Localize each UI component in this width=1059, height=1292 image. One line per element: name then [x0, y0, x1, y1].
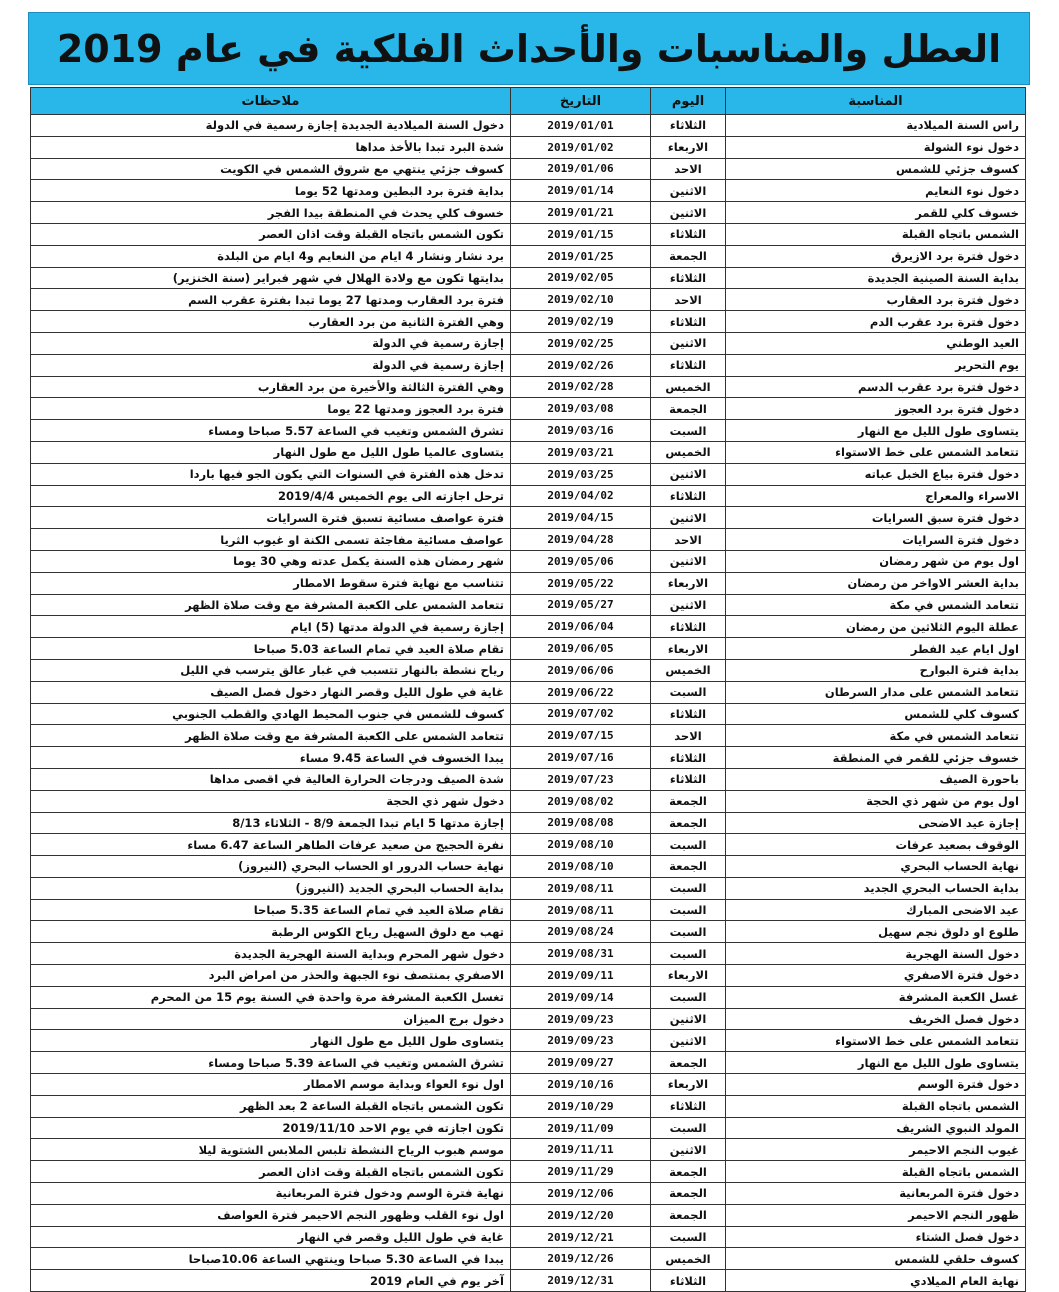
cell-day: الاربعاء [651, 136, 726, 158]
cell-occasion: اول ايام عيد الفطر [726, 638, 1026, 660]
cell-occasion: خسوف جزئي للقمر في المنطقة [726, 747, 1026, 769]
table-row [31, 550, 1026, 572]
cell-occasion: كسوف كلي للشمس [726, 703, 1026, 725]
cell-occasion: كسوف حلقي للشمس [726, 1248, 1026, 1270]
cell-day: الثلاثاء [651, 768, 726, 790]
cell-date: 2019/08/24 [511, 921, 651, 943]
cell-occasion: يتساوى طول الليل مع النهار [726, 1052, 1026, 1074]
cell-day: الاحد [651, 725, 726, 747]
cell-occasion: الوقوف بصعيد عرفات [726, 834, 1026, 856]
table-row [31, 507, 1026, 529]
cell-day: السبت [651, 1226, 726, 1248]
cell-notes: تغسل الكعبة المشرفة مرة واحدة في السنة يوم 15 من المحرم [31, 986, 511, 1008]
cell-occasion: بداية العشر الاواخر من رمضان [726, 572, 1026, 594]
cell-date: 2019/04/02 [511, 485, 651, 507]
cell-occasion: تتعامد الشمس في مكة [726, 594, 1026, 616]
table-row [31, 267, 1026, 289]
cell-day: السبت [651, 834, 726, 856]
cell-occasion: بداية فترة البوارح [726, 659, 1026, 681]
cell-notes: بداية فترة برد البطين ومدتها 52 يوما [31, 180, 511, 202]
cell-notes: تقام صلاة العيد في تمام الساعة 5.35 صباحا [31, 899, 511, 921]
cell-occasion: المولد النبوي الشريف [726, 1117, 1026, 1139]
cell-day: السبت [651, 921, 726, 943]
cell-day: الثلاثاء [651, 485, 726, 507]
cell-date: 2019/08/02 [511, 790, 651, 812]
table-row [31, 1074, 1026, 1096]
table-row [31, 747, 1026, 769]
cell-occasion: دخول فترة السرايات [726, 529, 1026, 551]
cell-occasion: غسل الكعبة المشرفة [726, 986, 1026, 1008]
cell-date: 2019/01/06 [511, 158, 651, 180]
table-row [31, 856, 1026, 878]
table-body [31, 115, 1026, 1292]
cell-occasion: خسوف كلي للقمر [726, 202, 1026, 224]
cell-notes: تهب مع دلوق السهيل رياح الكوس الرطبة [31, 921, 511, 943]
table-row [31, 398, 1026, 420]
cell-notes: رياح نشطة بالنهار تتسبب في غبار عالق يترسب في الليل [31, 659, 511, 681]
cell-notes: تدخل هذه الفترة في السنوات التي يكون الجو فيها باردا [31, 463, 511, 485]
cell-occasion: تتعامد الشمس على مدار السرطان [726, 681, 1026, 703]
cell-notes: دخول السنة الميلادية الجديدة إجازة رسمية في الدولة [31, 115, 511, 137]
table-row [31, 202, 1026, 224]
table-row [31, 180, 1026, 202]
cell-day: السبت [651, 420, 726, 442]
table-row [31, 223, 1026, 245]
cell-occasion: عطلة اليوم الثلاثين من رمضان [726, 616, 1026, 638]
cell-notes: وهي الفترة الثانية من برد العقارب [31, 311, 511, 333]
cell-notes: نفرة الحجيج من صعيد عرفات الطاهر الساعة 6.47 مساء [31, 834, 511, 856]
cell-occasion: ظهور النجم الاحيمر [726, 1204, 1026, 1226]
cell-date: 2019/04/15 [511, 507, 651, 529]
cell-day: الجمعة [651, 1161, 726, 1183]
cell-date: 2019/02/19 [511, 311, 651, 333]
cell-occasion: دخول فصل الخريف [726, 1008, 1026, 1030]
cell-date: 2019/02/28 [511, 376, 651, 398]
cell-notes: تتناسب مع نهاية فترة سقوط الامطار [31, 572, 511, 594]
cell-day: الاثنين [651, 550, 726, 572]
table-row [31, 1270, 1026, 1292]
cell-day: الجمعة [651, 398, 726, 420]
title-banner [28, 12, 1030, 85]
cell-occasion: اول يوم من شهر ذي الحجة [726, 790, 1026, 812]
cell-notes: تشرق الشمس وتغيب في الساعة 5.39 صباحا ومساء [31, 1052, 511, 1074]
cell-occasion: بداية السنة الصينية الجديدة [726, 267, 1026, 289]
table-row [31, 1183, 1026, 1205]
cell-day: الثلاثاء [651, 267, 726, 289]
cell-notes: يتساوى عالميا طول الليل مع طول النهار [31, 441, 511, 463]
cell-date: 2019/01/25 [511, 245, 651, 267]
table-row [31, 986, 1026, 1008]
header-day: اليوم [651, 88, 726, 115]
events-table-container [30, 87, 1025, 1292]
table-row [31, 354, 1026, 376]
cell-notes: شهر رمضان هذه السنة يكمل عدته وهي 30 يوما [31, 550, 511, 572]
cell-occasion: بداية الحساب البحري الجديد [726, 877, 1026, 899]
table-row [31, 834, 1026, 856]
cell-notes: شدة البرد تبدا بالأخذ مداها [31, 136, 511, 158]
cell-day: الثلاثاء [651, 311, 726, 333]
cell-day: الجمعة [651, 1183, 726, 1205]
cell-notes: بداية الحساب البحري الجديد (النيروز) [31, 877, 511, 899]
cell-day: السبت [651, 986, 726, 1008]
cell-notes: عواصف مسائية مفاجئة تسمى الكنة او غيوب الثريا [31, 529, 511, 551]
cell-occasion: دخول فترة برد الازيرق [726, 245, 1026, 267]
cell-day: الاحد [651, 289, 726, 311]
table-row [31, 376, 1026, 398]
cell-date: 2019/02/05 [511, 267, 651, 289]
cell-occasion: العيد الوطني [726, 332, 1026, 354]
table-row [31, 877, 1026, 899]
cell-date: 2019/02/25 [511, 332, 651, 354]
cell-notes: إجازة مدتها 5 ايام تبدا الجمعة 8/9 - الثلاثاء 8/13 [31, 812, 511, 834]
cell-day: الثلاثاء [651, 115, 726, 137]
table-row [31, 1226, 1026, 1248]
cell-date: 2019/05/27 [511, 594, 651, 616]
cell-day: الثلاثاء [651, 354, 726, 376]
cell-day: الجمعة [651, 1204, 726, 1226]
table-row [31, 1204, 1026, 1226]
cell-notes: تشرق الشمس وتغيب في الساعة 5.57 صباحا ومساء [31, 420, 511, 442]
cell-date: 2019/02/10 [511, 289, 651, 311]
cell-day: الجمعة [651, 245, 726, 267]
cell-date: 2019/01/15 [511, 223, 651, 245]
cell-notes: اول نوء العواء وبداية موسم الامطار [31, 1074, 511, 1096]
cell-day: الاربعاء [651, 638, 726, 660]
cell-occasion: نهاية العام الميلادي [726, 1270, 1026, 1292]
cell-notes: يبدا في الساعة 5.30 صباحا وينتهي الساعة 10.06صباحا [31, 1248, 511, 1270]
cell-notes: موسم هبوب الرياح النشطة تلبس الملابس الشتوية ليلا [31, 1139, 511, 1161]
cell-date: 2019/05/06 [511, 550, 651, 572]
table-row [31, 1161, 1026, 1183]
cell-notes: تكون الشمس باتجاه القبلة وقت اذان العصر [31, 223, 511, 245]
cell-date: 2019/08/11 [511, 877, 651, 899]
cell-date: 2019/06/06 [511, 659, 651, 681]
table-row [31, 332, 1026, 354]
cell-date: 2019/11/11 [511, 1139, 651, 1161]
cell-day: الاربعاء [651, 572, 726, 594]
cell-day: الخميس [651, 659, 726, 681]
cell-day: الخميس [651, 441, 726, 463]
cell-notes: دخول شهر ذي الحجة [31, 790, 511, 812]
header-date: التاريخ [511, 88, 651, 115]
cell-date: 2019/07/15 [511, 725, 651, 747]
cell-day: الاحد [651, 158, 726, 180]
cell-date: 2019/12/20 [511, 1204, 651, 1226]
cell-occasion: راس السنة الميلادية [726, 115, 1026, 137]
cell-occasion: دخول فصل الشتاء [726, 1226, 1026, 1248]
table-row [31, 441, 1026, 463]
table-row [31, 420, 1026, 442]
cell-notes: نهاية فترة الوسم ودخول فترة المربعانية [31, 1183, 511, 1205]
cell-date: 2019/12/06 [511, 1183, 651, 1205]
cell-occasion: دخول فترة الاصفري [726, 965, 1026, 987]
cell-date: 2019/01/21 [511, 202, 651, 224]
cell-day: الاربعاء [651, 1074, 726, 1096]
cell-occasion: الشمس باتجاه القبلة [726, 223, 1026, 245]
table-row [31, 1030, 1026, 1052]
cell-day: الاثنين [651, 332, 726, 354]
cell-notes: غاية في طول الليل وقصر في النهار [31, 1226, 511, 1248]
table-row [31, 616, 1026, 638]
table-row [31, 943, 1026, 965]
cell-occasion: الشمس باتجاه القبلة [726, 1161, 1026, 1183]
cell-occasion: دخول السنة الهجرية [726, 943, 1026, 965]
table-row [31, 1008, 1026, 1030]
cell-day: الجمعة [651, 856, 726, 878]
cell-notes: إجازة رسمية في الدولة [31, 332, 511, 354]
cell-date: 2019/08/11 [511, 899, 651, 921]
table-row [31, 1248, 1026, 1270]
header-occasion: المناسبة [726, 88, 1026, 115]
cell-notes: دخول شهر المحرم وبداية السنة الهجرية الجديدة [31, 943, 511, 965]
cell-occasion: تتعامد الشمس في مكة [726, 725, 1026, 747]
cell-day: الثلاثاء [651, 1095, 726, 1117]
table-row [31, 1139, 1026, 1161]
cell-day: الجمعة [651, 790, 726, 812]
cell-notes: الاصفري بمنتصف نوء الجبهة والحذر من امراض البرد [31, 965, 511, 987]
cell-notes: تكون الشمس باتجاه القبلة الساعة 2 بعد الظهر [31, 1095, 511, 1117]
cell-occasion: تتعامد الشمس على خط الاستواء [726, 1030, 1026, 1052]
cell-date: 2019/03/25 [511, 463, 651, 485]
cell-notes: فترة برد العجوز ومدتها 22 يوما [31, 398, 511, 420]
cell-date: 2019/02/26 [511, 354, 651, 376]
cell-occasion: دخول نوء الشولة [726, 136, 1026, 158]
cell-date: 2019/09/14 [511, 986, 651, 1008]
cell-date: 2019/08/08 [511, 812, 651, 834]
cell-date: 2019/09/23 [511, 1030, 651, 1052]
table-row [31, 594, 1026, 616]
cell-date: 2019/06/22 [511, 681, 651, 703]
cell-day: الاثنين [651, 1030, 726, 1052]
cell-notes: تتعامد الشمس على الكعبة المشرفة مع وقت صلاة الظهر [31, 594, 511, 616]
cell-date: 2019/05/22 [511, 572, 651, 594]
cell-date: 2019/03/21 [511, 441, 651, 463]
cell-date: 2019/03/08 [511, 398, 651, 420]
cell-notes: فترة برد العقارب ومدتها 27 يوما تبدا بفترة عقرب السم [31, 289, 511, 311]
cell-notes: شدة الصيف ودرجات الحرارة العالية في اقصى مداها [31, 768, 511, 790]
cell-date: 2019/11/09 [511, 1117, 651, 1139]
cell-day: الاحد [651, 529, 726, 551]
events-table [30, 87, 1026, 1292]
cell-day: السبت [651, 899, 726, 921]
cell-notes: تكون الشمس باتجاه القبلة وقت اذان العصر [31, 1161, 511, 1183]
cell-notes: ترحل اجازته الى يوم الخميس 2019/4/4 [31, 485, 511, 507]
table-row [31, 1095, 1026, 1117]
cell-notes: برد نشار ونشار 4 ايام من النعايم و4 ايام من البلدة [31, 245, 511, 267]
cell-occasion: طلوع او دلوق نجم سهيل [726, 921, 1026, 943]
cell-occasion: عيد الاضحى المبارك [726, 899, 1026, 921]
table-row [31, 289, 1026, 311]
table-row [31, 703, 1026, 725]
cell-occasion: تتعامد الشمس على خط الاستواء [726, 441, 1026, 463]
page-title: العطل والمناسبات والأحداث الفلكية في عام 2019 [56, 26, 1002, 71]
cell-occasion: دخول فترة الوسم [726, 1074, 1026, 1096]
cell-day: الخميس [651, 376, 726, 398]
cell-date: 2019/12/26 [511, 1248, 651, 1270]
cell-notes: فترة عواصف مسائية تسبق فترة السرايات [31, 507, 511, 529]
cell-date: 2019/12/21 [511, 1226, 651, 1248]
cell-notes: اول نوء القلب وظهور النجم الاحيمر فترة العواصف [31, 1204, 511, 1226]
table-row [31, 638, 1026, 660]
cell-notes: غاية في طول الليل وقصر النهار دخول فصل الصيف [31, 681, 511, 703]
cell-day: الاثنين [651, 507, 726, 529]
cell-day: السبت [651, 943, 726, 965]
cell-day: الاربعاء [651, 965, 726, 987]
cell-date: 2019/07/02 [511, 703, 651, 725]
cell-notes: دخول برج الميزان [31, 1008, 511, 1030]
table-row [31, 659, 1026, 681]
table-row [31, 681, 1026, 703]
cell-day: الاثنين [651, 202, 726, 224]
cell-day: الثلاثاء [651, 616, 726, 638]
cell-date: 2019/06/05 [511, 638, 651, 660]
cell-date: 2019/09/27 [511, 1052, 651, 1074]
cell-occasion: دخول فترة برد العجوز [726, 398, 1026, 420]
cell-notes: كسوف للشمس في جنوب المحيط الهادي والقطب الجنوبي [31, 703, 511, 725]
cell-date: 2019/01/01 [511, 115, 651, 137]
table-row [31, 529, 1026, 551]
cell-notes: تكون اجازته في يوم الاحد 2019/11/10 [31, 1117, 511, 1139]
header-notes: ملاحظات [31, 88, 511, 115]
cell-occasion: يوم التحرير [726, 354, 1026, 376]
cell-occasion: دخول فترة سبق السرايات [726, 507, 1026, 529]
cell-notes: يبدا الخسوف في الساعة 9.45 مساء [31, 747, 511, 769]
cell-day: الثلاثاء [651, 1270, 726, 1292]
cell-day: الثلاثاء [651, 747, 726, 769]
cell-date: 2019/08/10 [511, 856, 651, 878]
cell-occasion: إجازة عيد الاضحى [726, 812, 1026, 834]
cell-notes: بدايتها تكون مع ولادة الهلال في شهر فبراير (سنة الخنزير) [31, 267, 511, 289]
cell-occasion: دخول فترة بياع الخبل عباته [726, 463, 1026, 485]
table-row [31, 572, 1026, 594]
cell-occasion: دخول نوء النعايم [726, 180, 1026, 202]
cell-occasion: نهاية الحساب البحري [726, 856, 1026, 878]
cell-occasion: دخول فترة المربعانية [726, 1183, 1026, 1205]
cell-notes: يتساوى طول الليل مع طول النهار [31, 1030, 511, 1052]
cell-date: 2019/04/28 [511, 529, 651, 551]
cell-day: الخميس [651, 1248, 726, 1270]
cell-date: 2019/07/16 [511, 747, 651, 769]
cell-occasion: اول يوم من شهر رمضان [726, 550, 1026, 572]
table-row [31, 921, 1026, 943]
cell-date: 2019/01/02 [511, 136, 651, 158]
cell-notes: خسوف كلي يحدث في المنطقة بيدا الفجر [31, 202, 511, 224]
cell-day: الاثنين [651, 1139, 726, 1161]
cell-day: السبت [651, 877, 726, 899]
cell-day: الاثنين [651, 594, 726, 616]
cell-occasion: الشمس باتجاه القبلة [726, 1095, 1026, 1117]
cell-date: 2019/08/31 [511, 943, 651, 965]
cell-date: 2019/08/10 [511, 834, 651, 856]
cell-day: الاثنين [651, 180, 726, 202]
cell-occasion: دخول فترة برد عقرب الدسم [726, 376, 1026, 398]
cell-occasion: باحورة الصيف [726, 768, 1026, 790]
cell-occasion: يتساوى طول الليل مع النهار [726, 420, 1026, 442]
cell-day: الجمعة [651, 1052, 726, 1074]
cell-occasion: دخول فترة برد عقرب الدم [726, 311, 1026, 333]
table-row [31, 158, 1026, 180]
cell-notes: إجازة رسمية في الدولة [31, 354, 511, 376]
cell-date: 2019/11/29 [511, 1161, 651, 1183]
cell-occasion: غيوب النجم الاحيمر [726, 1139, 1026, 1161]
cell-notes: إجازة رسمية في الدولة مدتها (5) ايام [31, 616, 511, 638]
table-row [31, 899, 1026, 921]
table-row [31, 812, 1026, 834]
table-row [31, 115, 1026, 137]
cell-date: 2019/07/23 [511, 768, 651, 790]
cell-date: 2019/01/14 [511, 180, 651, 202]
cell-day: الثلاثاء [651, 703, 726, 725]
cell-date: 2019/06/04 [511, 616, 651, 638]
table-row [31, 311, 1026, 333]
table-row [31, 1117, 1026, 1139]
cell-day: الثلاثاء [651, 223, 726, 245]
cell-date: 2019/12/31 [511, 1270, 651, 1292]
cell-date: 2019/09/23 [511, 1008, 651, 1030]
cell-day: السبت [651, 1117, 726, 1139]
cell-notes: تقام صلاة العيد في تمام الساعة 5.03 صباحا [31, 638, 511, 660]
cell-day: الجمعة [651, 812, 726, 834]
table-row [31, 768, 1026, 790]
cell-day: السبت [651, 681, 726, 703]
cell-day: الاثنين [651, 1008, 726, 1030]
cell-date: 2019/10/16 [511, 1074, 651, 1096]
cell-occasion: دخول فترة برد العقارب [726, 289, 1026, 311]
cell-date: 2019/03/16 [511, 420, 651, 442]
table-row [31, 725, 1026, 747]
table-row [31, 245, 1026, 267]
cell-notes: كسوف جزئي ينتهي مع شروق الشمس في الكويت [31, 158, 511, 180]
table-row [31, 965, 1026, 987]
cell-notes: تتعامد الشمس على الكعبة المشرفة مع وقت صلاة الظهر [31, 725, 511, 747]
cell-date: 2019/09/11 [511, 965, 651, 987]
table-row [31, 463, 1026, 485]
cell-notes: وهي الفترة الثالثة والأخيرة من برد العقارب [31, 376, 511, 398]
table-row [31, 485, 1026, 507]
cell-notes: نهاية حساب الدرور او الحساب البحري (النيروز) [31, 856, 511, 878]
cell-notes: آخر يوم في العام 2019 [31, 1270, 511, 1292]
table-row [31, 1052, 1026, 1074]
cell-date: 2019/10/29 [511, 1095, 651, 1117]
table-header-row [31, 88, 1026, 115]
table-row [31, 136, 1026, 158]
cell-occasion: كسوف جزئي للشمس [726, 158, 1026, 180]
table-row [31, 790, 1026, 812]
cell-day: الاثنين [651, 463, 726, 485]
cell-occasion: الاسراء والمعراج [726, 485, 1026, 507]
